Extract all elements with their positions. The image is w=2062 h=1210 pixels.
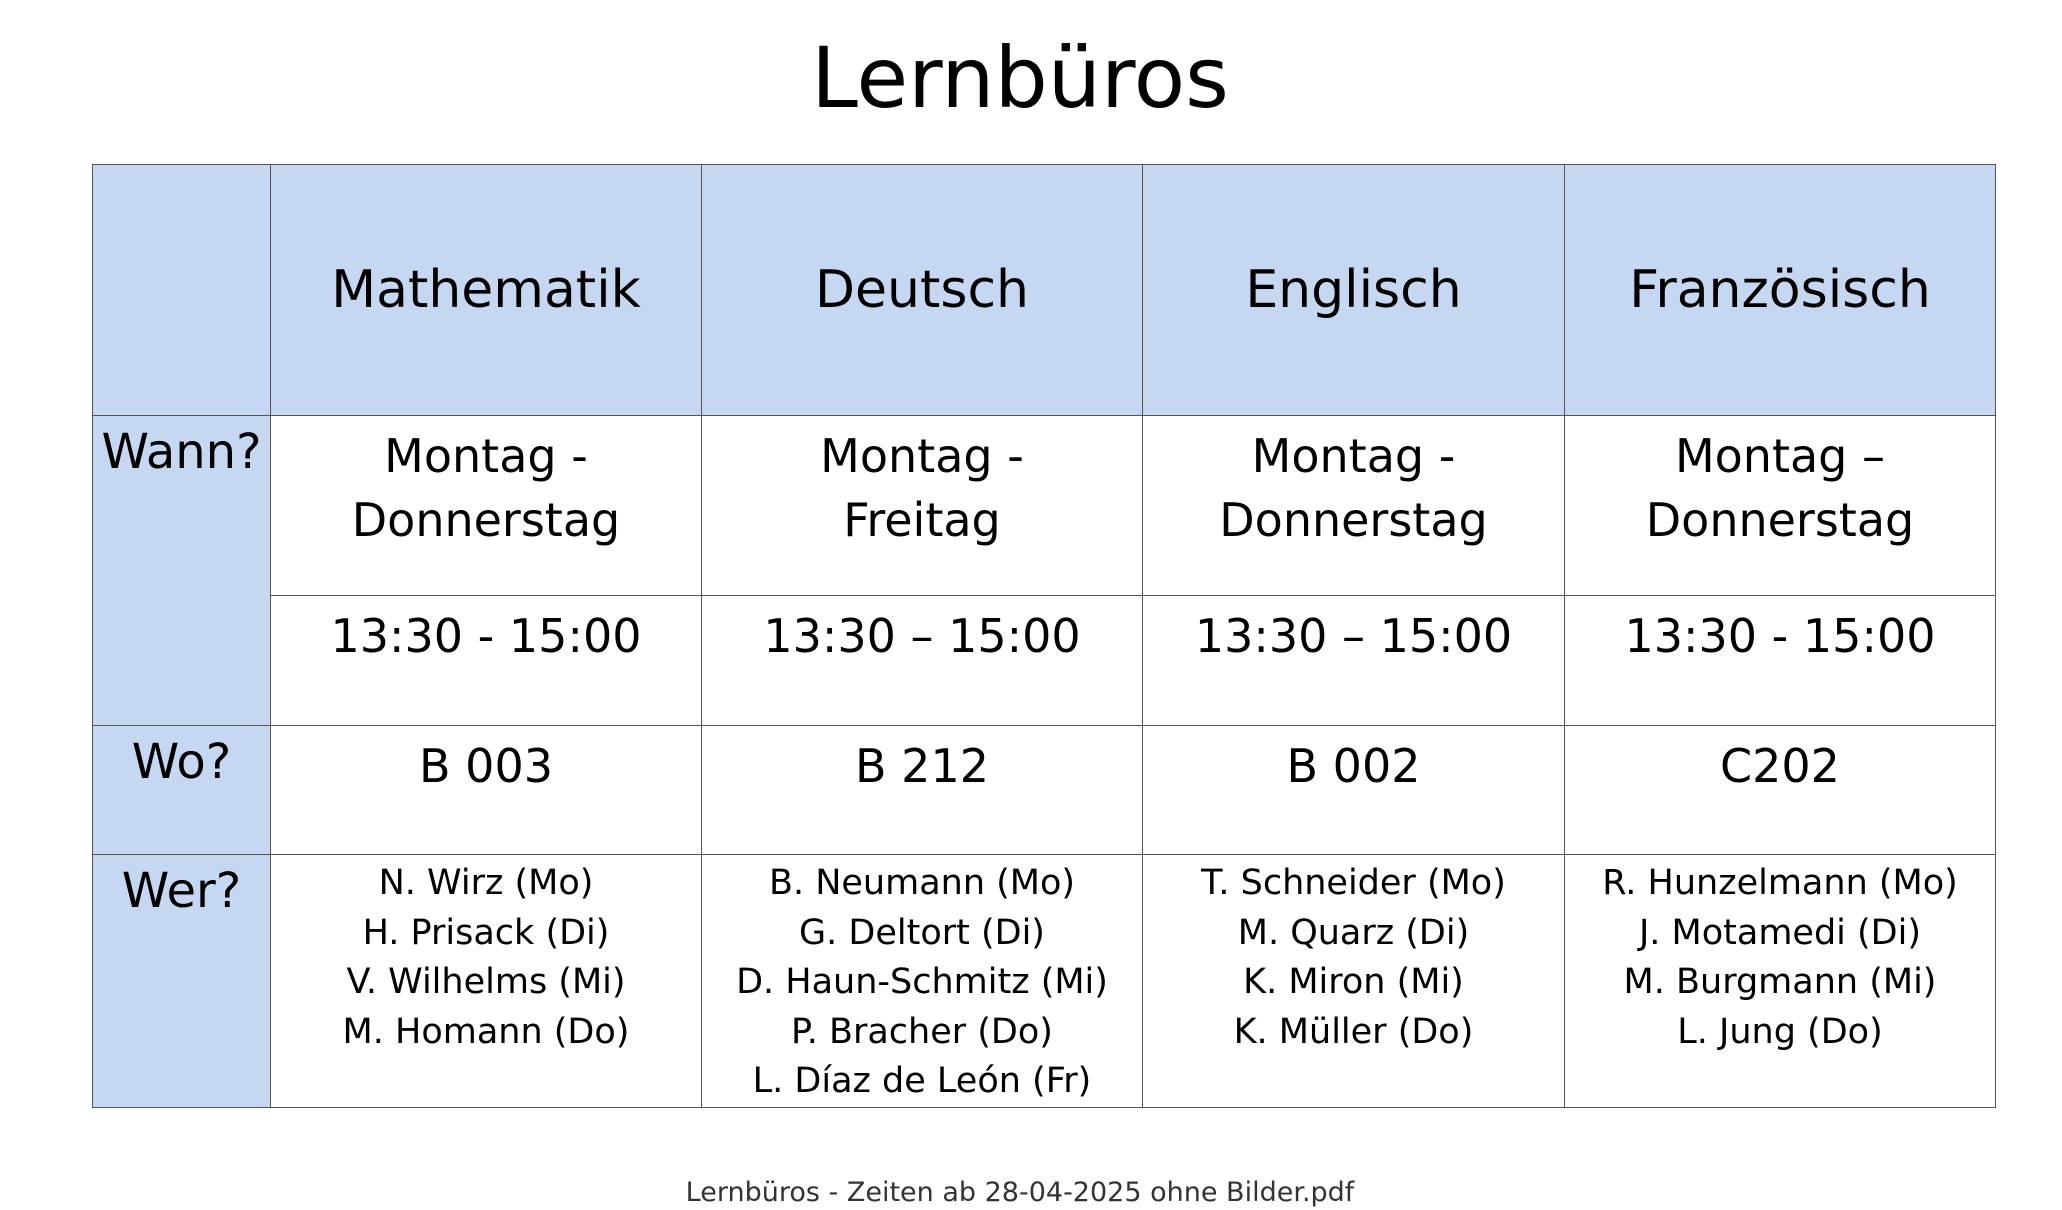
corner-cell: [93, 165, 271, 416]
person-entry: G. Deltort (Di): [799, 912, 1045, 953]
time-cell: 13:30 - 15:00: [1565, 596, 1996, 726]
subject-header: Englisch: [1143, 165, 1565, 416]
room-cell: B 212: [702, 726, 1143, 855]
person-entry: T. Schneider (Mo): [1201, 863, 1506, 903]
time-cell: 13:30 – 15:00: [702, 596, 1143, 726]
days-line: Montag -: [384, 429, 588, 483]
days-line: Donnerstag: [1219, 493, 1488, 547]
person-entry: M. Burgmann (Mi): [1623, 962, 1937, 1002]
days-cell: [702, 416, 1143, 596]
room-cell: B 003: [271, 726, 702, 855]
person-entry: V. Wilhelms (Mi): [346, 962, 626, 1002]
room-row: [93, 726, 1996, 855]
person-entry: L. Díaz de León (Fr): [752, 1061, 1092, 1101]
person-entry: N. Wirz (Mo): [378, 863, 594, 903]
subject-header: Mathematik: [271, 165, 702, 416]
room-cell: C202: [1565, 726, 1996, 855]
person-entry: R. Hunzelmann (Mo): [1602, 863, 1958, 903]
page-title: Lernbüros: [811, 29, 1229, 127]
people-row: [93, 855, 1996, 1108]
days-line: Donnerstag: [1645, 493, 1915, 547]
people-cell: [1143, 855, 1565, 1108]
person-entry: K. Müller (Do): [1233, 1011, 1474, 1052]
person-entry: P. Bracher (Do): [791, 1011, 1053, 1052]
person-entry: K. Miron (Mi): [1243, 962, 1464, 1002]
days-line: Montag -: [820, 429, 1024, 483]
time-cell: 13:30 - 15:00: [271, 596, 702, 726]
person-entry: H. Prisack (Di): [362, 912, 610, 953]
days-row: [93, 416, 1996, 596]
days-line: Donnerstag: [351, 493, 621, 547]
people-cell: [1565, 855, 1996, 1108]
row-label-where: Wo?: [93, 726, 271, 855]
subject-header: Französisch: [1565, 165, 1996, 416]
person-entry: J. Motamedi (Di): [1638, 912, 1922, 953]
subject-header-row: [93, 165, 1996, 416]
time-cell: 13:30 – 15:00: [1143, 596, 1565, 726]
file-name-caption: Lernbüros - Zeiten ab 28-04-2025 ohne Bilder.pdf: [685, 1177, 1355, 1208]
days-line: Freitag: [843, 493, 1001, 547]
person-entry: D. Haun-Schmitz (Mi): [736, 962, 1108, 1002]
people-cell: [702, 855, 1143, 1108]
person-entry: M. Homann (Do): [342, 1011, 630, 1052]
person-entry: M. Quarz (Di): [1237, 912, 1470, 953]
days-line: Montag -: [1251, 429, 1456, 483]
people-cell: [271, 855, 702, 1108]
days-cell: [271, 416, 702, 596]
days-line: Montag –: [1674, 429, 1886, 483]
room-cell: B 002: [1143, 726, 1565, 855]
person-entry: B. Neumann (Mo): [768, 863, 1076, 903]
time-row: [93, 596, 1996, 726]
row-label-who: Wer?: [93, 855, 271, 1108]
row-label-when: Wann?: [93, 416, 271, 726]
days-cell: [1565, 416, 1996, 596]
person-entry: L. Jung (Do): [1677, 1011, 1883, 1052]
subject-header: Deutsch: [702, 165, 1143, 416]
days-cell: [1143, 416, 1565, 596]
schedule-table: [92, 164, 1996, 1108]
